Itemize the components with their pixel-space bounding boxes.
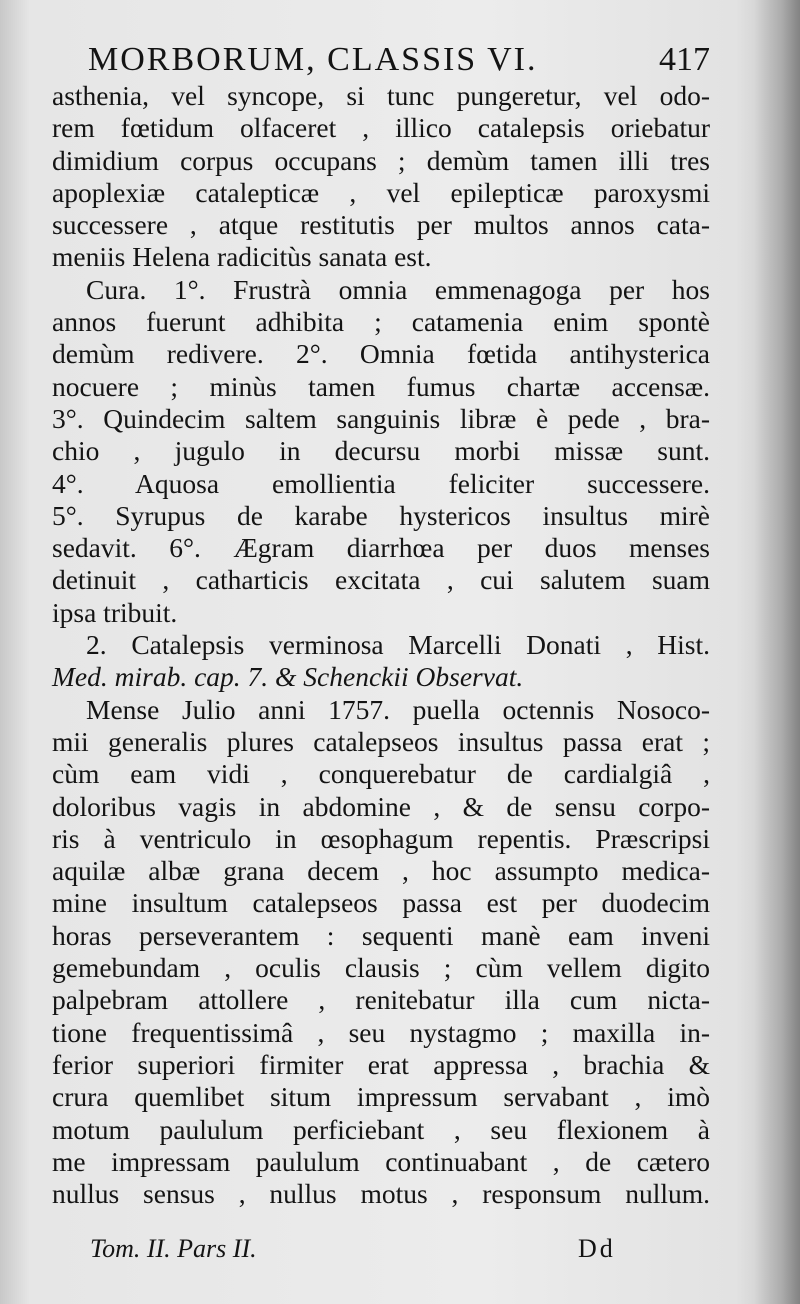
body-text: [52, 80, 710, 1210]
signature-mark: Dd: [578, 1234, 616, 1263]
volume-note: Tom. II. Pars II.: [90, 1234, 257, 1263]
text-line: mine insultum catalepseos passa est per duodecim: [52, 887, 710, 919]
text-line: rem fœtidum olfaceret , illico catalepsis oriebatur: [52, 112, 710, 144]
text-line: sedavit. 6°. Ægram diarrhœa per duos menses: [52, 532, 710, 564]
text-line: annos fuerunt adhibita ; catamenia enim spontè: [52, 306, 710, 338]
text-line: detinuit , catharticis excitata , cui salutem suam: [52, 564, 710, 596]
section-heading-line: 2. Catalepsis verminosa Marcelli Donati , Hist.: [86, 629, 710, 661]
text-line: ris à ventriculo in œsophagum repentis. Præscripsi: [52, 822, 710, 854]
text-line: apoplexiæ catalepticæ , vel epilepticæ paroxysmi: [52, 176, 710, 208]
text-line: doloribus vagis in abdomine , & de sensu corpo-: [52, 790, 710, 822]
text-line: 5°. Syrupus de karabe hystericos insultus mirè: [52, 499, 710, 531]
text-line: successere , atque restitutis per multos annos cata-: [52, 209, 710, 241]
text-line: Mense Julio anni 1757. puella octennis Nosoco-: [86, 693, 710, 725]
page-footer: [90, 1232, 630, 1266]
text-line: nullus sensus , nullus motus , responsum nullum.: [52, 1178, 710, 1210]
text-line: meniis Helena radicitùs sanata est.: [52, 241, 432, 273]
cura-line: Cura. 1°. Frustrà omnia emmenagoga per hos: [86, 273, 710, 305]
text-line: demùm redivere. 2°. Omnia fœtida antihysterica: [52, 338, 710, 370]
text-line: aquilæ albæ grana decem , hoc assumpto medica-: [52, 855, 710, 887]
page-gutter-shadow: [754, 0, 800, 1304]
text-line: 4°. Aquosa emollientia feliciter successere.: [52, 467, 710, 499]
text-line: mii generalis plures catalepseos insultus passa erat ;: [52, 725, 710, 757]
section-heading-line: Med. mirab. cap. 7. & Schenckii Observat.: [52, 661, 524, 693]
text-line: 3°. Quindecim saltem sanguinis libræ è pede , bra-: [52, 402, 710, 434]
text-line: ferior superiori firmiter erat appressa , brachia &: [52, 1048, 710, 1080]
running-title: MORBORUM, CLASSIS VI.: [88, 41, 538, 78]
text-line: dimidium corpus occupans ; demùm tamen illi tres: [52, 144, 710, 176]
text-line: gemebundam , oculis clausis ; cùm vellem digito: [52, 952, 710, 984]
text-line: me impressam paululum continuabant , de cætero: [52, 1145, 710, 1177]
text-line: cùm eam vidi , conquerebatur de cardialgiâ ,: [52, 758, 710, 790]
text-line: crura quemlibet situm impressum servabant , imò: [52, 1081, 710, 1113]
text-line: ipsa tribuit.: [52, 596, 178, 628]
text-line: nocuere ; minùs tamen fumus chartæ accensæ.: [52, 370, 710, 402]
text-line: asthenia, vel syncope, si tunc pungeretur, vel odo-: [52, 80, 710, 111]
text-line: chio , jugulo in decursu morbi missæ sunt.: [52, 435, 710, 467]
text-line: motum paululum perficiebant , seu flexionem à: [52, 1113, 710, 1145]
text-line: horas perseverantem : sequenti manè eam inveni: [52, 919, 710, 951]
text-line: tione frequentissimâ , seu nystagmo ; maxilla in-: [52, 1016, 710, 1048]
text-line: palpebram attollere , renitebatur illa cum nicta-: [52, 984, 710, 1016]
page-number: 417: [659, 41, 710, 78]
running-header: [88, 38, 710, 82]
